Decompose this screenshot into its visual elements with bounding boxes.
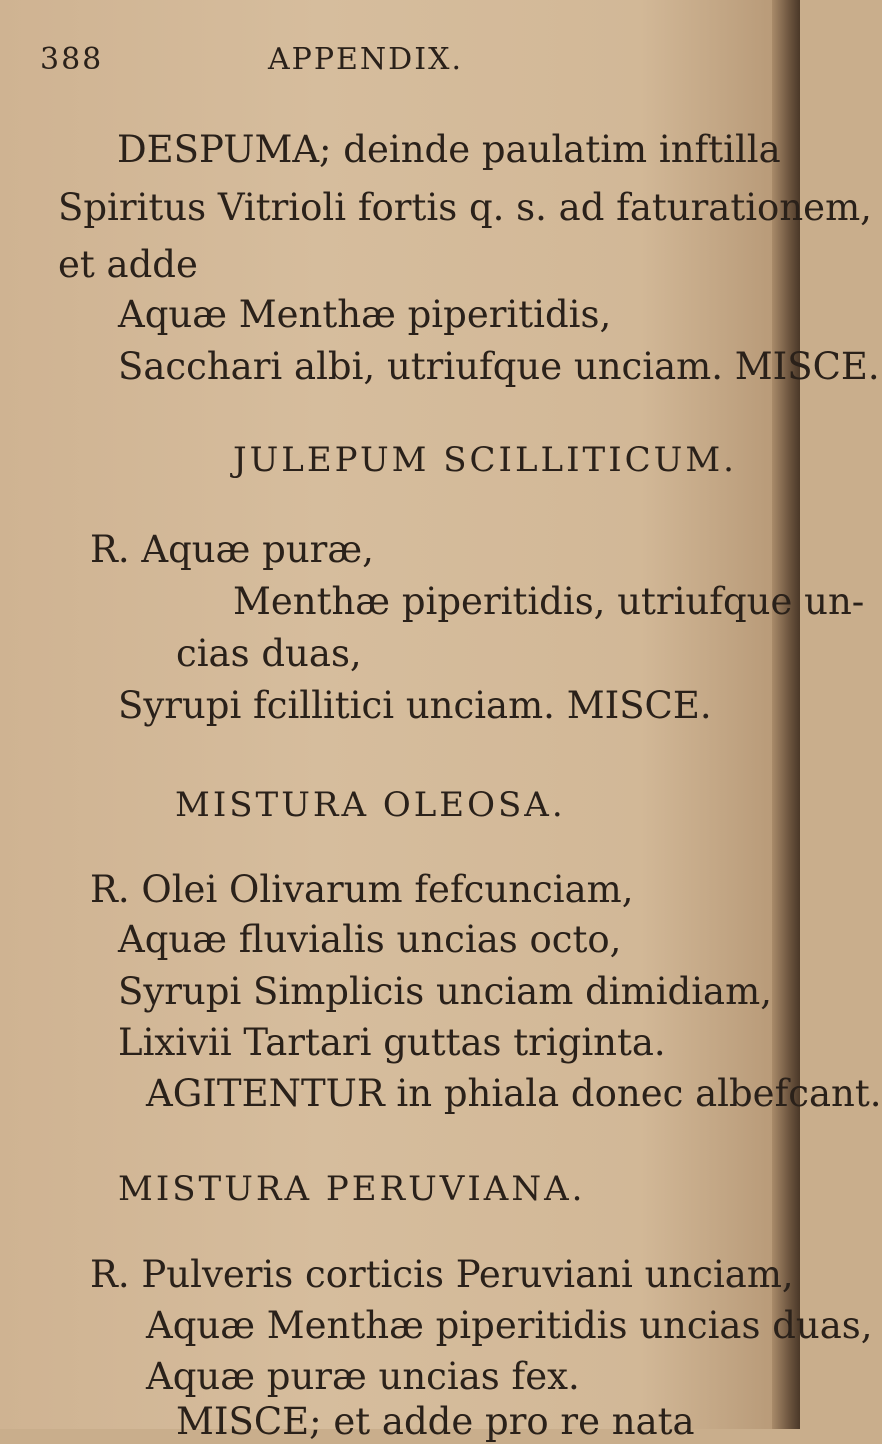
text-line: AGITENTUR in phiala donec albefcant. xyxy=(146,1072,882,1115)
text-line: Syrupi Simplicis unciam dimidiam, xyxy=(118,970,772,1013)
text-line: Aquæ Menthæ piperitidis uncias duas, xyxy=(146,1304,873,1347)
text-line: R. Aquæ puræ, xyxy=(90,528,374,571)
text-line: Lixivii Tartari guttas triginta. xyxy=(118,1021,666,1064)
text-line: R. Pulveris corticis Peruviani unciam, xyxy=(90,1253,794,1296)
text-line: DESPUMA; deinde paulatim inftilla xyxy=(117,128,781,171)
text-line: Aquæ Menthæ piperitidis, xyxy=(118,293,612,336)
text-line: et adde xyxy=(58,243,198,286)
page-number: 388 xyxy=(40,42,104,77)
text-line: Menthæ piperitidis, utriufque un- xyxy=(233,580,865,623)
text-line: MISCE; et adde pro re nata xyxy=(176,1400,695,1443)
text-line: cias duas, xyxy=(176,632,362,675)
section-title: MISTURA OLEOSA. xyxy=(175,785,566,825)
section-title: JULEPUM SCILLITICUM. xyxy=(233,440,737,480)
text-line: Aquæ puræ uncias fex. xyxy=(146,1355,580,1398)
text-line: Sacchari albi, utriufque unciam. MISCE. xyxy=(118,345,880,388)
text-line: Spiritus Vitrioli fortis q. s. ad faturationem, xyxy=(58,186,872,229)
text-line: R. Olei Olivarum fefcunciam, xyxy=(90,868,634,911)
text-line: Syrupi fcillitici unciam. MISCE. xyxy=(118,684,712,727)
text-line: Aquæ fluvialis uncias octo, xyxy=(118,918,622,961)
section-title: MISTURA PERUVIANA. xyxy=(118,1169,586,1209)
running-title: APPENDIX. xyxy=(268,42,463,77)
